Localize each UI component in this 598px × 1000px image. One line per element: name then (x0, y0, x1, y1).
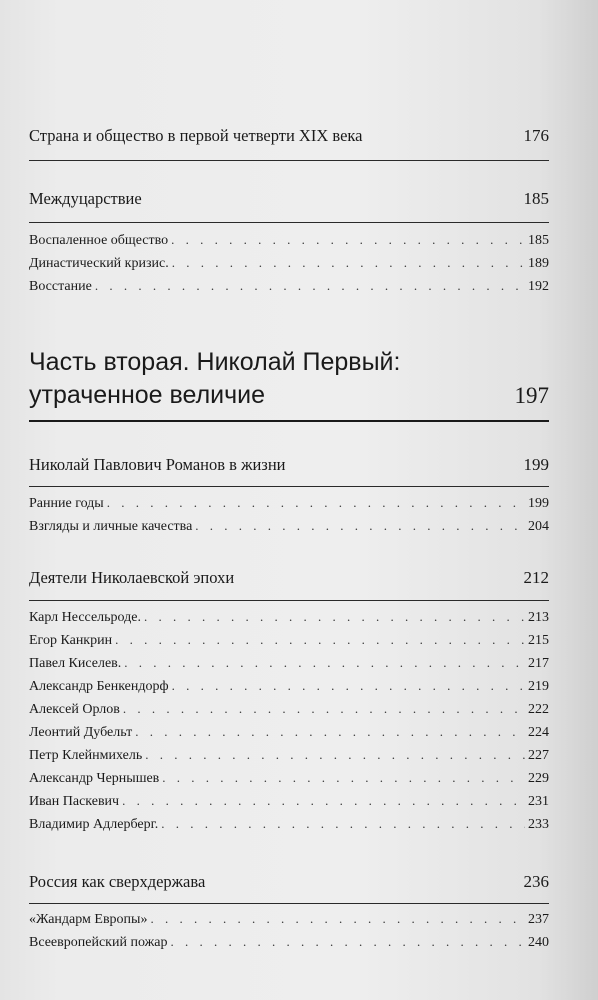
entry-page-number: 219 (528, 679, 549, 694)
dot-leader (115, 632, 525, 648)
toc-entry (29, 911, 549, 931)
entry-title: Иван Паскевич (29, 794, 120, 809)
chapter-page-number: 185 (523, 189, 549, 208)
chapter-page-number: 199 (523, 455, 549, 474)
entry-title: Павел Киселев. (29, 656, 122, 671)
chapter-heading (29, 189, 549, 211)
chapter-title: Россия как сверхдержава (29, 872, 206, 891)
chapter-heading (29, 455, 549, 477)
entry-page-number: 192 (528, 279, 549, 294)
toc-entry (29, 655, 549, 675)
dot-leader (122, 793, 525, 809)
dot-leader (135, 724, 525, 740)
entry-page-number: 237 (528, 912, 549, 927)
chapter-heading (29, 568, 549, 590)
chapter-title: Междуцарствие (29, 189, 142, 208)
entry-title: Владимир Адлерберг. (29, 817, 159, 832)
dot-leader (172, 678, 525, 694)
entry-title: Ранние годы (29, 496, 104, 511)
entry-page-number: 240 (528, 935, 549, 950)
part-page-number: 197 (514, 383, 549, 408)
entry-page-number: 215 (528, 633, 549, 648)
entry-title: Карл Нессельроде. (29, 610, 141, 625)
toc-entry (29, 770, 549, 790)
toc-entry (29, 678, 549, 698)
part-divider (29, 420, 549, 422)
chapter-title: Страна и общество в первой четверти XIX века (29, 126, 363, 145)
dot-leader (145, 747, 525, 763)
chapter-page-number: 176 (523, 126, 549, 145)
dot-leader (107, 495, 525, 511)
dot-leader (162, 770, 525, 786)
divider (29, 222, 549, 223)
entry-title: Восстание (29, 279, 92, 294)
entry-title: Всеевропейский пожар (29, 935, 168, 950)
divider (29, 903, 549, 904)
chapter-page-number: 236 (523, 872, 549, 891)
chapter-page-number: 212 (523, 568, 549, 587)
entry-title: «Жандарм Европы» (29, 912, 148, 927)
entry-page-number: 189 (528, 256, 549, 271)
divider (29, 160, 549, 161)
divider (29, 600, 549, 601)
entry-title: Егор Канкрин (29, 633, 113, 648)
toc-entry (29, 232, 549, 252)
toc-entry (29, 495, 549, 515)
entry-page-number: 204 (528, 519, 549, 534)
entry-title: Петр Клейнмихель (29, 748, 143, 763)
toc-entry (29, 793, 549, 813)
toc-entry (29, 747, 549, 767)
entry-page-number: 222 (528, 702, 549, 717)
entry-page-number: 199 (528, 496, 549, 511)
toc-entry (29, 934, 549, 954)
toc-entry (29, 518, 549, 538)
entry-page-number: 233 (528, 817, 549, 832)
entry-title: Династический кризис. (29, 256, 169, 271)
dot-leader (144, 609, 525, 625)
dot-leader (124, 655, 525, 671)
entry-title: Взгляды и личные качества (29, 519, 193, 534)
entry-title: Воспаленное общество (29, 233, 169, 248)
part-title-line-2: утраченное величие (29, 381, 266, 409)
dot-leader (123, 701, 525, 717)
entry-title: Александр Бенкендорф (29, 679, 169, 694)
entry-title: Александр Чернышев (29, 771, 160, 786)
chapter-title: Николай Павлович Романов в жизни (29, 455, 286, 474)
divider (29, 486, 549, 487)
chapter-title: Деятели Николаевской эпохи (29, 568, 235, 587)
dot-leader (150, 911, 525, 927)
entry-page-number: 185 (528, 233, 549, 248)
toc-entry (29, 724, 549, 744)
toc-entry (29, 609, 549, 629)
toc-entry (29, 632, 549, 652)
entry-page-number: 229 (528, 771, 549, 786)
dot-leader (171, 934, 526, 950)
entry-page-number: 227 (528, 748, 549, 763)
toc-entry (29, 278, 549, 298)
dot-leader (195, 518, 525, 534)
dot-leader (171, 232, 525, 248)
dot-leader (161, 816, 525, 832)
entry-page-number: 217 (528, 656, 549, 671)
dot-leader (95, 278, 525, 294)
part-heading (29, 346, 549, 412)
toc-entry (29, 255, 549, 275)
entry-page-number: 224 (528, 725, 549, 740)
entry-page-number: 213 (528, 610, 549, 625)
dot-leader (172, 255, 525, 271)
entry-page-number: 231 (528, 794, 549, 809)
entry-title: Леонтий Дубельт (29, 725, 133, 740)
entry-title: Алексей Орлов (29, 702, 120, 717)
toc-entry (29, 816, 549, 836)
chapter-heading (29, 872, 549, 894)
toc-entry (29, 701, 549, 721)
chapter-heading (29, 126, 549, 148)
part-title-line-1: Часть вторая. Николай Первый: (29, 348, 401, 376)
